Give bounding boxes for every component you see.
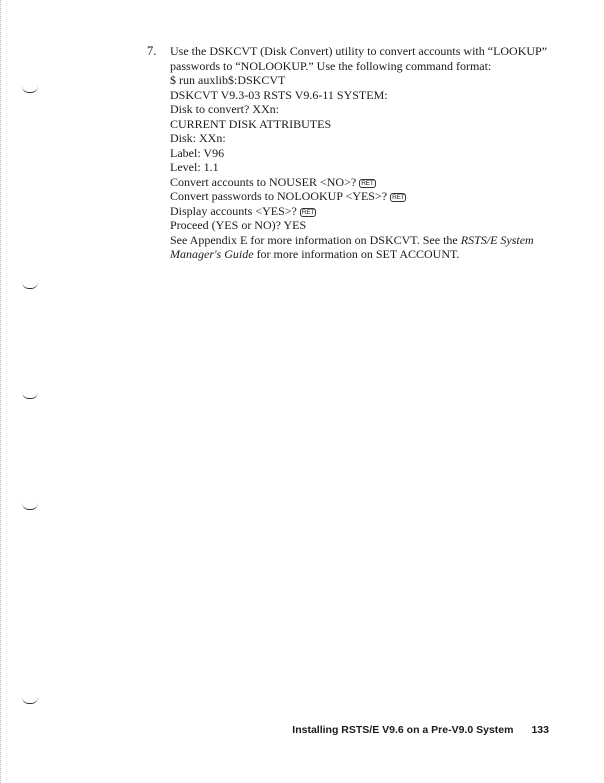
intro-paragraph bbox=[170, 44, 555, 73]
command-line: $ run auxlib$:DSKCVT bbox=[170, 73, 286, 87]
prompt-nolookup bbox=[170, 189, 555, 204]
attribute-label: Label: V96 bbox=[170, 145, 225, 160]
attribute-level: Level: 1.1 bbox=[170, 160, 219, 174]
return-key-icon: RET bbox=[301, 208, 315, 216]
prompt-display bbox=[170, 204, 555, 219]
binder-hole-mark bbox=[22, 86, 38, 93]
step-number: 7. bbox=[147, 44, 157, 58]
prompt-nolookup-text: Convert passwords to NOLOOKUP <YES>? bbox=[170, 189, 388, 203]
see-also-text: for more information on SET ACCOUNT. bbox=[253, 247, 460, 261]
see-also-line bbox=[170, 233, 555, 248]
prompt-nouser bbox=[170, 175, 555, 190]
page-number: 133 bbox=[531, 724, 549, 736]
binder-hole-mark bbox=[22, 282, 38, 289]
guide-title: RSTS/E System bbox=[460, 232, 534, 247]
see-also-text: See Appendix E for more information on DSKCVT. See the bbox=[170, 232, 461, 247]
return-key-icon: RET bbox=[361, 179, 374, 187]
attributes-heading-text: CURRENT DISK ATTRIBUTES bbox=[170, 116, 332, 131]
disk-prompt bbox=[170, 102, 555, 117]
attributes-list bbox=[170, 131, 555, 175]
conversion-prompts bbox=[170, 175, 555, 233]
disk-prompt-text: Disk to convert? XXn: bbox=[170, 102, 279, 116]
footer-title: Installing RSTS/E V9.6 on a Pre-V9.0 System bbox=[292, 724, 514, 736]
prompt-display-text: Display accounts <YES>? bbox=[170, 203, 297, 218]
step-content bbox=[170, 44, 555, 262]
return-key-icon: RET bbox=[392, 194, 405, 201]
command-example bbox=[170, 73, 555, 102]
page-edge-rule bbox=[0, 0, 2, 783]
attributes-heading bbox=[170, 117, 555, 132]
see-also-line bbox=[170, 247, 555, 262]
intro-line: Use the DSKCVT (Disk Convert) utility to convert accounts with “LOOKUP” bbox=[170, 44, 548, 58]
intro-line: passwords to “NOLOOKUP.” Use the following command format: bbox=[170, 58, 492, 73]
page-footer bbox=[292, 724, 549, 736]
attribute-disk: Disk: XXn: bbox=[170, 131, 226, 145]
binder-hole-mark bbox=[22, 697, 38, 704]
see-also-paragraph bbox=[170, 233, 555, 262]
command-line: DSKCVT V9.3-03 RSTS V9.6-11 SYSTEM: bbox=[170, 87, 388, 102]
guide-title: Manager's Guide bbox=[170, 247, 254, 261]
prompt-nouser-text: Convert accounts to NOUSER <NO>? bbox=[170, 174, 357, 189]
binder-hole-mark bbox=[22, 392, 38, 399]
binder-hole-mark bbox=[22, 503, 38, 510]
prompt-proceed: Proceed (YES or NO)? YES bbox=[170, 218, 307, 232]
